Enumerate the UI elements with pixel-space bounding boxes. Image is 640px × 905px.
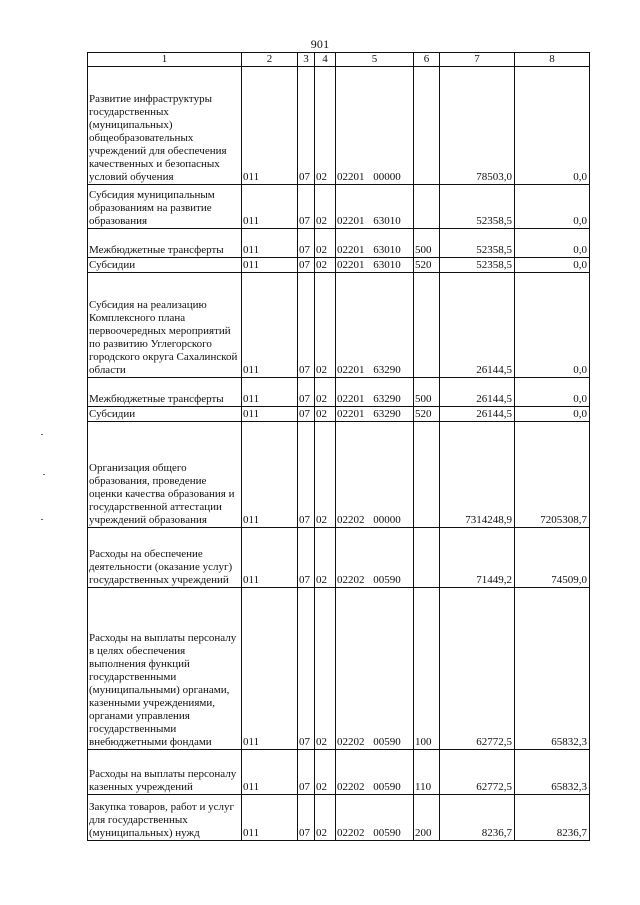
scan-speck bbox=[41, 519, 43, 520]
row-subsection-code: 02 bbox=[315, 588, 336, 750]
row-name: Межбюджетные трансферты bbox=[88, 378, 242, 407]
row-amount-col8: 65832,3 bbox=[515, 588, 590, 750]
row-name: Субсидии bbox=[88, 407, 242, 422]
row-amount-col7: 62772,5 bbox=[440, 750, 515, 795]
table-header-row bbox=[88, 53, 590, 67]
row-target-code: 02202 00590 bbox=[336, 588, 414, 750]
row-amount-col8: 0,0 bbox=[515, 185, 590, 229]
row-amount-col7: 26144,5 bbox=[440, 273, 515, 378]
row-amount-col8: 0,0 bbox=[515, 67, 590, 185]
row-name: Расходы на выплаты персоналу казенных учреждений bbox=[88, 750, 242, 795]
row-target-code: 02201 00000 bbox=[336, 67, 414, 185]
row-section-code: 07 bbox=[298, 258, 315, 273]
table-row bbox=[88, 407, 590, 422]
row-section-code: 07 bbox=[298, 229, 315, 258]
table-row bbox=[88, 588, 590, 750]
row-subsection-code: 02 bbox=[315, 67, 336, 185]
row-expense-type bbox=[414, 273, 440, 378]
row-section-code: 07 bbox=[298, 67, 315, 185]
row-amount-col7: 62772,5 bbox=[440, 588, 515, 750]
row-section-code: 07 bbox=[298, 407, 315, 422]
row-amount-col7: 71449,2 bbox=[440, 528, 515, 588]
row-name: Расходы на обеспечение деятельности (оказание услуг) государственных учреждений bbox=[88, 528, 242, 588]
row-expense-type: 110 bbox=[414, 750, 440, 795]
row-amount-col8: 0,0 bbox=[515, 407, 590, 422]
row-name: Субсидия муниципальным образованиям на развитие образования bbox=[88, 185, 242, 229]
row-section-code: 07 bbox=[298, 750, 315, 795]
row-ministry-code: 011 bbox=[242, 795, 298, 841]
table-row bbox=[88, 67, 590, 185]
row-section-code: 07 bbox=[298, 185, 315, 229]
row-amount-col7: 52358,5 bbox=[440, 258, 515, 273]
row-subsection-code: 02 bbox=[315, 795, 336, 841]
row-target-code: 02202 00000 bbox=[336, 422, 414, 528]
page-number: 901 bbox=[310, 37, 330, 51]
row-name: Межбюджетные трансферты bbox=[88, 229, 242, 258]
row-expense-type: 200 bbox=[414, 795, 440, 841]
row-target-code: 02201 63290 bbox=[336, 378, 414, 407]
row-ministry-code: 011 bbox=[242, 229, 298, 258]
column-header: 2 bbox=[242, 53, 298, 67]
column-header: 7 bbox=[440, 53, 515, 67]
row-subsection-code: 02 bbox=[315, 407, 336, 422]
row-ministry-code: 011 bbox=[242, 378, 298, 407]
row-subsection-code: 02 bbox=[315, 229, 336, 258]
row-expense-type: 520 bbox=[414, 407, 440, 422]
row-amount-col8: 8236,7 bbox=[515, 795, 590, 841]
row-amount-col8: 65832,3 bbox=[515, 750, 590, 795]
column-header: 3 bbox=[298, 53, 315, 67]
row-expense-type bbox=[414, 528, 440, 588]
row-ministry-code: 011 bbox=[242, 185, 298, 229]
column-header: 6 bbox=[414, 53, 440, 67]
table-row bbox=[88, 528, 590, 588]
row-amount-col7: 7314248,9 bbox=[440, 422, 515, 528]
table-row bbox=[88, 185, 590, 229]
row-subsection-code: 02 bbox=[315, 378, 336, 407]
row-name: Расходы на выплаты персоналу в целях обеспечения выполнения функций государственными (муниципальными) органами, казенными учреждениями, органами управления государственными внебюджетными фондами bbox=[88, 588, 242, 750]
row-ministry-code: 011 bbox=[242, 528, 298, 588]
row-target-code: 02201 63010 bbox=[336, 185, 414, 229]
row-amount-col7: 78503,0 bbox=[440, 67, 515, 185]
row-amount-col7: 52358,5 bbox=[440, 229, 515, 258]
row-section-code: 07 bbox=[298, 528, 315, 588]
row-section-code: 07 bbox=[298, 378, 315, 407]
table-row bbox=[88, 229, 590, 258]
row-target-code: 02201 63010 bbox=[336, 258, 414, 273]
row-subsection-code: 02 bbox=[315, 185, 336, 229]
row-amount-col8: 0,0 bbox=[515, 229, 590, 258]
row-amount-col7: 26144,5 bbox=[440, 407, 515, 422]
row-ministry-code: 011 bbox=[242, 273, 298, 378]
scan-speck bbox=[43, 474, 45, 475]
scan-speck bbox=[41, 434, 43, 435]
row-target-code: 02201 63290 bbox=[336, 273, 414, 378]
row-expense-type bbox=[414, 185, 440, 229]
row-amount-col7: 52358,5 bbox=[440, 185, 515, 229]
row-target-code: 02202 00590 bbox=[336, 528, 414, 588]
row-target-code: 02202 00590 bbox=[336, 795, 414, 841]
table-row bbox=[88, 795, 590, 841]
row-target-code: 02201 63010 bbox=[336, 229, 414, 258]
row-expense-type bbox=[414, 67, 440, 185]
row-amount-col8: 0,0 bbox=[515, 378, 590, 407]
row-target-code: 02201 63290 bbox=[336, 407, 414, 422]
row-expense-type: 500 bbox=[414, 378, 440, 407]
row-ministry-code: 011 bbox=[242, 258, 298, 273]
row-ministry-code: 011 bbox=[242, 422, 298, 528]
row-name: Развитие инфраструктуры государственных (муниципальных) общеобразовательных учреждений для обеспечения качественных и безопасных условий обучения bbox=[88, 67, 242, 185]
row-subsection-code: 02 bbox=[315, 258, 336, 273]
row-name: Закупка товаров, работ и услуг для государственных (муниципальных) нужд bbox=[88, 795, 242, 841]
row-ministry-code: 011 bbox=[242, 407, 298, 422]
row-amount-col8: 74509,0 bbox=[515, 528, 590, 588]
row-subsection-code: 02 bbox=[315, 422, 336, 528]
table-row bbox=[88, 258, 590, 273]
row-name: Субсидия на реализацию Комплексного плана первоочередных мероприятий по развитию Углегорского городского округа Сахалинской области bbox=[88, 273, 242, 378]
row-name: Субсидии bbox=[88, 258, 242, 273]
row-subsection-code: 02 bbox=[315, 273, 336, 378]
row-expense-type: 500 bbox=[414, 229, 440, 258]
row-ministry-code: 011 bbox=[242, 588, 298, 750]
row-name: Организация общего образования, проведение оценки качества образования и государственной аттестации учреждений образования bbox=[88, 422, 242, 528]
column-header: 1 bbox=[88, 53, 242, 67]
row-section-code: 07 bbox=[298, 422, 315, 528]
row-amount-col8: 0,0 bbox=[515, 258, 590, 273]
row-section-code: 07 bbox=[298, 273, 315, 378]
row-ministry-code: 011 bbox=[242, 750, 298, 795]
row-subsection-code: 02 bbox=[315, 750, 336, 795]
row-expense-type: 100 bbox=[414, 588, 440, 750]
row-ministry-code: 011 bbox=[242, 67, 298, 185]
row-target-code: 02202 00590 bbox=[336, 750, 414, 795]
row-amount-col7: 26144,5 bbox=[440, 378, 515, 407]
row-section-code: 07 bbox=[298, 588, 315, 750]
table-row bbox=[88, 378, 590, 407]
table-row bbox=[88, 750, 590, 795]
budget-table bbox=[87, 52, 590, 841]
row-subsection-code: 02 bbox=[315, 528, 336, 588]
row-amount-col8: 7205308,7 bbox=[515, 422, 590, 528]
column-header: 4 bbox=[315, 53, 336, 67]
column-header: 8 bbox=[515, 53, 590, 67]
table-row bbox=[88, 422, 590, 528]
row-expense-type bbox=[414, 422, 440, 528]
row-amount-col7: 8236,7 bbox=[440, 795, 515, 841]
row-expense-type: 520 bbox=[414, 258, 440, 273]
row-amount-col8: 0,0 bbox=[515, 273, 590, 378]
table-row bbox=[88, 273, 590, 378]
column-header: 5 bbox=[336, 53, 414, 67]
row-section-code: 07 bbox=[298, 795, 315, 841]
